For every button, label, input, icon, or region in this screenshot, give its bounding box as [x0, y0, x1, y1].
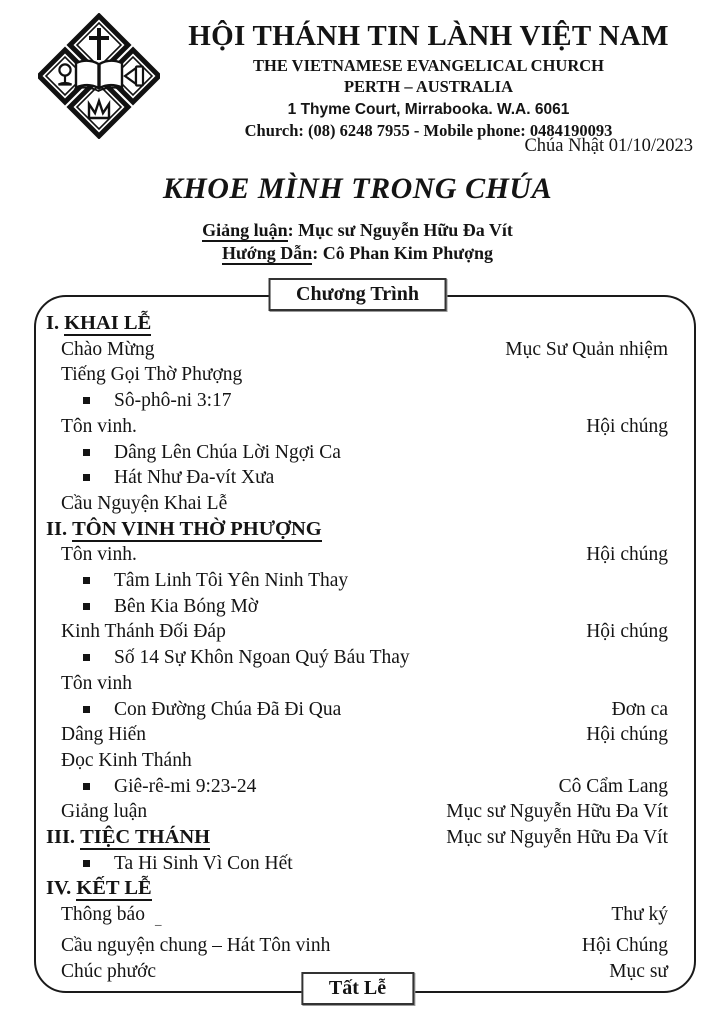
item-text: Giảng luận — [61, 801, 148, 823]
bullet-icon — [83, 706, 90, 713]
item-text: Con Đường Chúa Đã Đi Qua — [114, 698, 342, 720]
item-text: Tôn vinh. — [61, 544, 137, 566]
item-right-text: Mục sư Nguyễn Hữu Đa Vít — [446, 801, 668, 823]
item-right-text: Hội chúng — [586, 724, 668, 746]
section-title: KẾT LỄ — [76, 877, 152, 900]
preacher-label: Giảng luận — [202, 220, 288, 240]
program-bullet-item — [46, 697, 668, 723]
section-right-text: Mục sư Nguyễn Hữu Đa Vít — [446, 827, 668, 849]
program-bullet-item — [46, 465, 668, 491]
program-line-item — [46, 491, 668, 517]
item-text: Cầu nguyện chung – Hát Tôn vinh — [61, 934, 331, 956]
church-logo — [38, 13, 160, 139]
item-text: Số 14 Sự Khôn Ngoan Quý Báu Thay — [114, 647, 410, 669]
item-text: Đọc Kinh Thánh — [61, 749, 192, 771]
bullet-icon — [83, 654, 90, 661]
leader-name: : Cô Phan Kim Phượng — [312, 243, 494, 263]
bullet-icon — [83, 603, 90, 610]
program-list — [40, 303, 690, 984]
leader-label: Hướng Dẫn — [221, 243, 313, 263]
program-box-title: Chương Trình — [268, 278, 447, 311]
program-line-item — [46, 671, 668, 697]
preacher-name: : Mục sư Nguyễn Hữu Đa Vít — [287, 220, 513, 240]
section-heading — [46, 876, 668, 902]
item-text: Tôn vinh — [61, 672, 132, 694]
item-text: Hát Như Đa-vít Xưa — [114, 467, 275, 489]
org-name: HỘI THÁNH TIN LÀNH VIỆT NAM — [188, 20, 669, 52]
org-address: 1 Thyme Court, Mirrabooka. W.A. 6061 — [287, 101, 570, 118]
item-text: Ta Hi Sinh Vì Con Hết — [114, 852, 293, 874]
program-line-item — [46, 337, 668, 363]
section-heading — [46, 311, 668, 337]
item-text: Bên Kia Bóng Mờ — [114, 595, 259, 617]
item-text: Chúc phước — [61, 960, 157, 982]
org-location: PERTH – AUSTRALIA — [343, 77, 514, 96]
service-date: Chúa Nhật 01/10/2023 — [524, 136, 693, 156]
program-line-item — [46, 748, 668, 774]
stray-mark: _ — [154, 912, 162, 928]
item-text: Sô-phô-ni 3:17 — [114, 390, 232, 412]
item-text: Dâng Hiến — [61, 724, 147, 746]
program-line-item — [46, 902, 668, 933]
bullet-icon — [83, 860, 90, 867]
item-right-text: Hội chúng — [586, 621, 668, 643]
item-text: Tiếng Gọi Thờ Phượng — [61, 364, 243, 386]
bullet-icon — [83, 397, 90, 404]
section-numeral: III. — [46, 826, 76, 849]
item-text: Chào Mừng — [61, 338, 155, 360]
section-numeral: I. — [46, 312, 60, 334]
program-end-label: Tất Lễ — [301, 972, 414, 1005]
item-right-text: Hội chúng — [586, 415, 668, 437]
item-right-text: Hội Chúng — [581, 934, 668, 956]
program-bullet-item — [46, 440, 668, 466]
program-line-item — [46, 414, 668, 440]
item-text: Giê-rê-mi 9:23-24 — [114, 775, 257, 797]
program-line-item — [46, 362, 668, 388]
item-right-text: Hội chúng — [586, 544, 668, 566]
item-text: Tôn vinh. — [61, 415, 137, 437]
section-heading — [46, 825, 668, 851]
item-text: Kinh Thánh Đối Đáp — [61, 621, 226, 643]
program-bullet-item — [46, 774, 668, 800]
org-name-en: THE VIETNAMESE EVANGELICAL CHURCH — [252, 56, 604, 75]
program-line-item — [46, 542, 668, 568]
item-right-text: Đơn ca — [611, 698, 668, 720]
item-right-text: Mục Sư Quản nhiệm — [505, 338, 668, 360]
section-title: KHAI LỄ — [64, 312, 152, 334]
program-bullet-item — [46, 851, 668, 877]
section-numeral: IV. — [46, 877, 72, 900]
sermon-title: KHOE MÌNH TRONG CHÚA — [162, 172, 553, 205]
bullet-icon — [83, 783, 90, 790]
item-right-text: Thư ký — [611, 904, 668, 926]
program-line-item — [46, 619, 668, 645]
item-right-text: Cô Cẩm Lang — [558, 775, 668, 797]
program-line-item — [46, 722, 668, 748]
program-line-item — [46, 933, 668, 959]
section-heading — [46, 517, 668, 543]
item-right-text: Mục sư — [609, 960, 668, 982]
bullet-icon — [83, 449, 90, 456]
item-text: Cầu Nguyện Khai Lễ — [61, 492, 228, 514]
program-bullet-item — [46, 645, 668, 671]
header — [160, 20, 697, 141]
section-title: TÔN VINH THỜ PHƯỢNG — [72, 517, 322, 540]
item-text: Dâng Lên Chúa Lời Ngợi Ca — [114, 441, 341, 463]
bullet-icon — [83, 474, 90, 481]
preacher-line — [0, 219, 715, 241]
bullet-icon — [83, 577, 90, 584]
program-bullet-item — [46, 388, 668, 414]
section-title: TIỆC THÁNH — [80, 826, 211, 849]
program-bullet-item — [46, 568, 668, 594]
program-bullet-item — [46, 594, 668, 620]
org-phones: Church: (08) 6248 7955 - Mobile phone: 0484190093 — [244, 121, 613, 140]
open-book-icon — [74, 61, 124, 91]
program-line-item — [46, 799, 668, 825]
item-text: Tâm Linh Tôi Yên Ninh Thay — [114, 570, 349, 592]
leader-line — [0, 242, 715, 264]
section-numeral: II. — [46, 517, 68, 540]
item-text: Thông báo — [61, 904, 145, 926]
